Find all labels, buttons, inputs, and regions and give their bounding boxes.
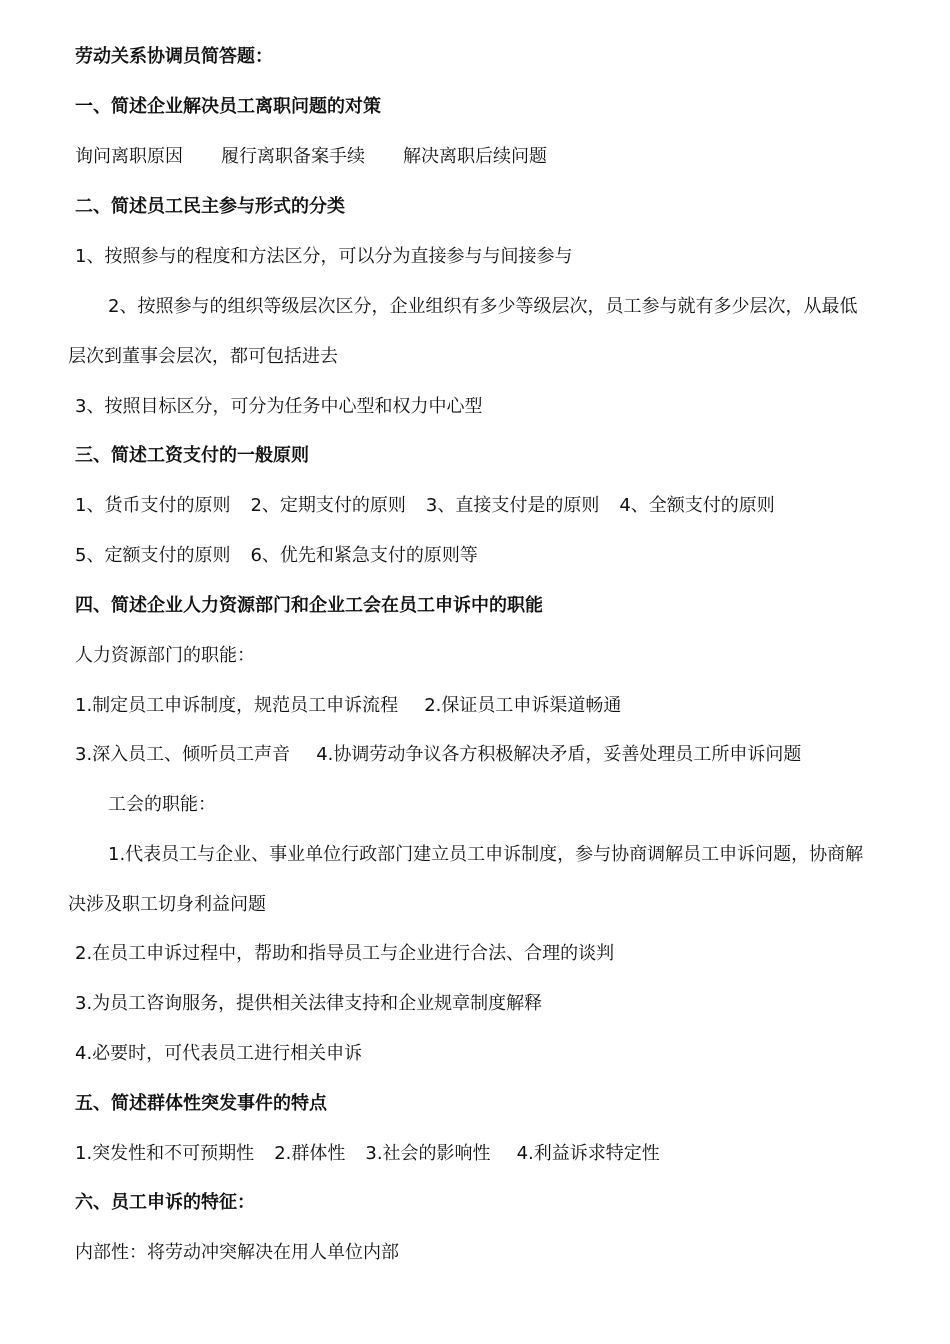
section-4-hr-item: 3.深入员工、倾听员工声音 <box>75 744 291 765</box>
section-4-hr-item: 1.制定员工申诉制度，规范员工申诉流程 <box>75 695 399 716</box>
section-5-item: 4.利益诉求特定性 <box>516 1143 660 1164</box>
section-1-items <box>75 145 547 169</box>
section-1-item: 询问离职原因 <box>75 146 183 167</box>
section-4-hr-item: 4.协调劳动争议各方积极解决矛盾，妥善处理员工所申诉问题 <box>316 744 802 765</box>
section-4-union-item: 决涉及职工切身利益问题 <box>68 894 266 915</box>
section-3-item: 6、优先和紧急支付的原则等 <box>250 545 478 566</box>
section-3-item: 1、货币支付的原则 <box>75 495 231 516</box>
section-1-heading: 一、简述企业解决员工离职问题的对策 <box>75 96 381 117</box>
section-2-heading: 二、简述员工民主参与形式的分类 <box>75 196 345 217</box>
section-5-heading: 五、简述群体性突发事件的特点 <box>75 1093 327 1114</box>
section-4-union-item: 1.代表员工与企业、事业单位行政部门建立员工申诉制度，参与协商调解员工申诉问题，协商解 <box>108 844 864 865</box>
section-2-paragraph: 层次到董事会层次，都可包括进去 <box>68 346 338 367</box>
section-3-items <box>75 494 775 518</box>
section-6-heading: 六、员工申诉的特征： <box>75 1192 255 1213</box>
section-4-hr-item: 2.保证员工申诉渠道畅通 <box>424 695 622 716</box>
section-4-union-item: 2.在员工申诉过程中，帮助和指导员工与企业进行合法、合理的谈判 <box>75 943 615 964</box>
section-5-item: 2.群体性 <box>274 1143 346 1164</box>
document-title: 劳动关系协调员简答题： <box>75 46 273 67</box>
section-5-item: 3.社会的影响性 <box>365 1143 491 1164</box>
section-1-item: 履行离职备案手续 <box>221 146 365 167</box>
section-2-paragraph: 2、按照参与的组织等级层次区分，企业组织有多少等级层次，员工参与就有多少层次，从最低 <box>108 296 858 317</box>
section-6-paragraph: 内部性：将劳动冲突解决在用人单位内部 <box>75 1242 399 1263</box>
section-3-item: 5、定额支付的原则 <box>75 545 231 566</box>
section-3-item: 2、定期支付的原则 <box>250 495 406 516</box>
section-3-item: 4、全额支付的原则 <box>619 495 775 516</box>
section-3-item: 3、直接支付是的原则 <box>425 495 600 516</box>
section-5-items <box>75 1142 660 1166</box>
section-4-union-label: 工会的职能： <box>108 794 216 815</box>
section-2-paragraph: 1、按照参与的程度和方法区分，可以分为直接参与与间接参与 <box>75 246 573 267</box>
section-2-paragraph: 3、按照目标区分，可分为任务中心型和权力中心型 <box>75 396 483 417</box>
section-4-heading: 四、简述企业人力资源部门和企业工会在员工申诉中的职能 <box>75 595 543 616</box>
section-4-hr-items <box>75 694 621 718</box>
section-4-hr-label: 人力资源部门的职能： <box>75 645 255 666</box>
section-4-union-item: 4.必要时，可代表员工进行相关申诉 <box>75 1043 363 1064</box>
section-3-heading: 三、简述工资支付的一般原则 <box>75 445 309 466</box>
section-1-item: 解决离职后续问题 <box>403 146 547 167</box>
section-4-union-item: 3.为员工咨询服务，提供相关法律支持和企业规章制度解释 <box>75 993 543 1014</box>
section-3-items <box>75 544 478 568</box>
section-5-item: 1.突发性和不可预期性 <box>75 1143 255 1164</box>
section-4-hr-items <box>75 743 801 767</box>
